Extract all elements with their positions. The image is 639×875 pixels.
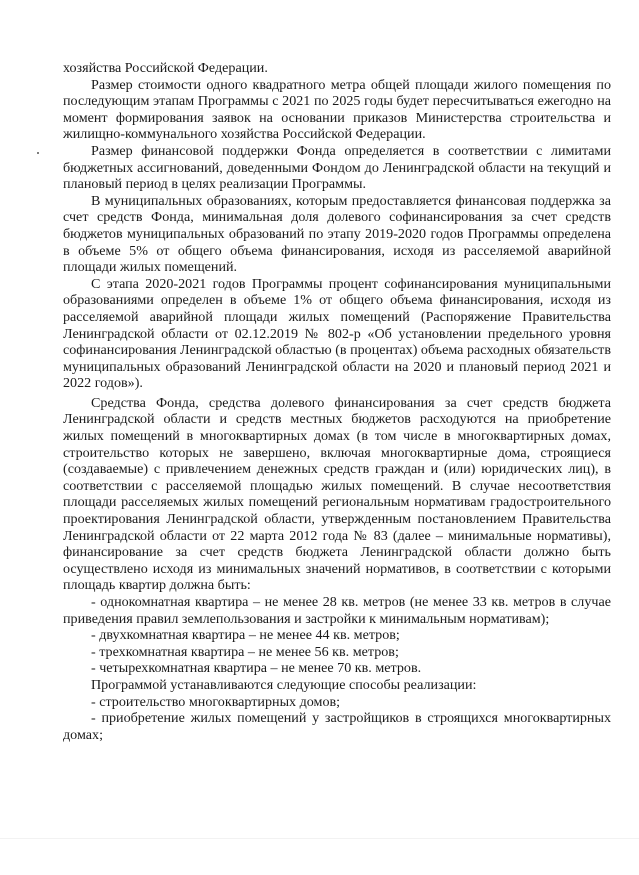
list-item-three-room: - трехкомнатная квартира – не менее 56 кв. метров; [91, 643, 399, 660]
paragraph-municipal-share: В муниципальных образованиях, которым предоставляется финансовая поддержка за счет средств Фонда, минимальная доля долевого софинансирования за счет средств бюджетов муниципальных образований по этапу 2019-2020 годов Программы определена в объеме 5% от общего объема финансирования, исходя из расселяемой аварийной площади жилых помещений. [63, 192, 611, 276]
list-item-four-room: - четырехкомнатная квартира – не менее 70 кв. метров. [91, 660, 422, 677]
paragraph-continuation: хозяйства Российской Федерации. [63, 60, 268, 76]
paragraph-fund-usage: Средства Фонда, средства долевого финансирования за счет средств бюджета Ленинградской области и средств местных бюджетов расходуются на приобретение жилых помещений в многоквартирных домах (в том числе в многоквартирных домах, строительство которых не завершено, включая многоквартирные дома, строящиеся (создаваемые) с привлечением денежных средств граждан и (или) юридических лиц), в соответствии с расселяемой площадью жилых помещений. В случае несоответствия площади расселяемых жилых помещений региональным нормативам градостроительного проектирования Ленинградской области, утвержденным постановлением Правительства Ленинградской области от 22 марта 2012 года № 83 (далее – минимальные нормативы), финансирование за счет средств бюджета Ленинградской области должно быть осуществлено исходя из минимальных значений нормативов, в соответствии с которыми площадь квартир должна быть: [63, 394, 611, 594]
paragraph-cost-per-meter: Размер стоимости одного квадратного метра общей площади жилого помещения по последующим этапам Программы с 2021 по 2025 годы будет пересчитываться ежегодно на момент формирования заявок на основании приказов Министерства строительства и жилищно-коммунального хозяйства Российской Федерации. [63, 76, 611, 143]
document-body [63, 60, 611, 743]
paragraph-implementation-methods: Программой устанавливаются следующие способы реализации: [91, 676, 477, 693]
list-item-acquisition: - приобретение жилых помещений у застройщиков в строящихся многоквартирных домах; [63, 710, 611, 743]
paragraph-cofinancing-percent: С этапа 2020-2021 годов Программы процент софинансирования муниципальными образованиями определен в объеме 1% от общего объема финансирования, исходя из расселяемой аварийной площади жилых помещений (Распоряжение Правительства Ленинградской области от 02.12.2019 № 802-р «Об установлении предельного уровня софинансирования Ленинградской областью (в процентах) объема расходных обязательств муниципальных образований Ленинградской области на 2020 и плановый период 2021 и 2022 годов»). [63, 275, 611, 392]
scan-artifact [0, 838, 639, 839]
scan-speck [37, 152, 39, 154]
list-item-one-room: - однокомнатная квартира – не менее 28 кв. метров (не менее 33 кв. метров в случае приведения правил землепользования и застройки к минимальным нормативам); [63, 594, 611, 627]
list-item-two-room: - двухкомнатная квартира – не менее 44 кв. метров; [91, 627, 400, 644]
list-item-construction: - строительство многоквартирных домов; [91, 693, 341, 710]
paragraph-fund-support: Размер финансовой поддержки Фонда определяется в соответствии с лимитами бюджетных ассигнований, доведенными Фондом до Ленинградской области на текущий и плановый период в целях реализации Программы. [63, 142, 611, 193]
